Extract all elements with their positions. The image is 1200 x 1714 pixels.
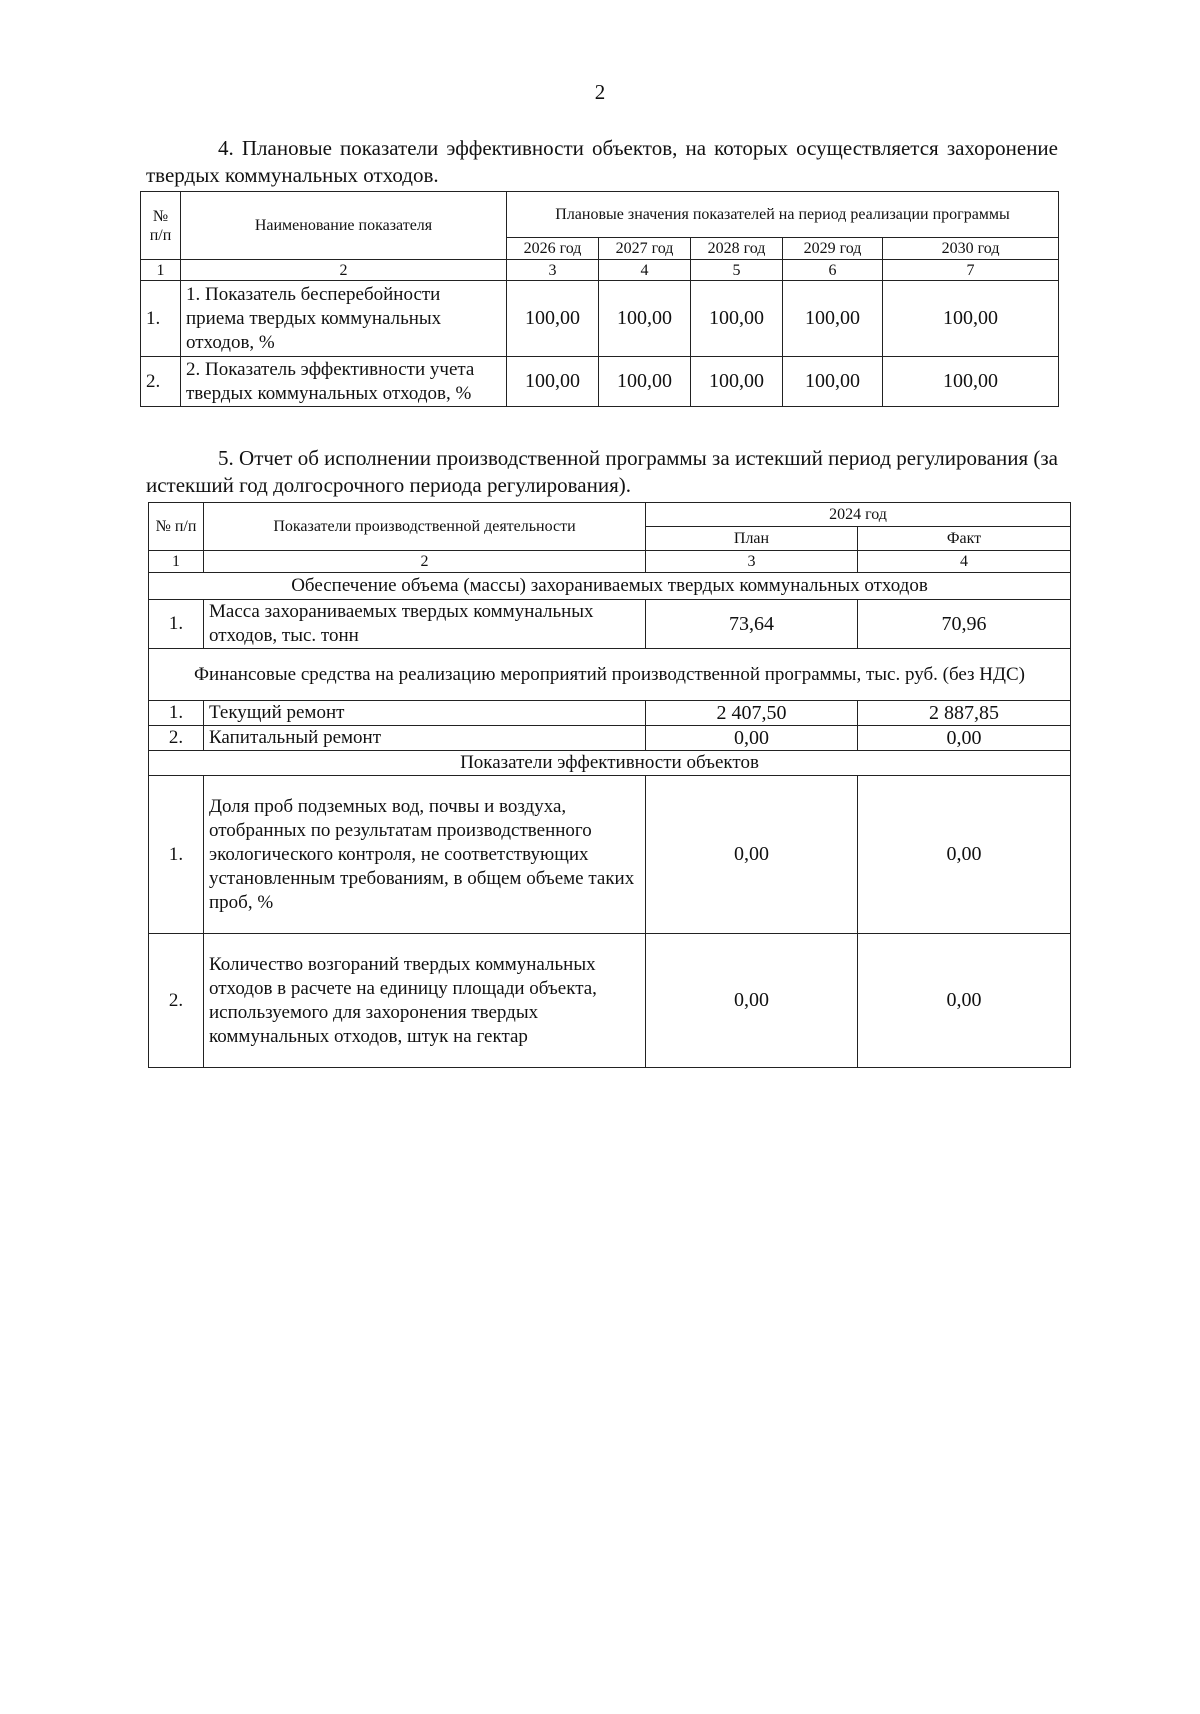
row-number: 1. — [141, 281, 181, 357]
col-header-fact: Факт — [858, 527, 1071, 551]
row-number: 2. — [141, 357, 181, 407]
program-report-table — [148, 502, 1071, 1068]
col-header-name: Наименование показателя — [181, 192, 507, 260]
indicator-name: Доля проб подземных вод, почвы и воздуха, отобранных по результатам производственного экологического контроля, не соответствующих установленным требованиям, в общем объеме таких проб, % — [204, 776, 646, 934]
indicator-name: Капитальный ремонт — [204, 726, 646, 751]
value-cell: 100,00 — [691, 281, 783, 357]
col-number: 7 — [883, 260, 1059, 281]
fact-value: 0,00 — [858, 934, 1071, 1068]
section4-heading-text: 4. Плановые показатели эффективности объектов, на которых осуществляется захоронение твердых коммунальных отходов. — [146, 136, 1058, 187]
fact-value: 2 887,85 — [858, 701, 1071, 726]
table-row — [149, 600, 1071, 649]
col-header-planned-values: Плановые значения показателей на период реализации программы — [507, 192, 1059, 238]
indicator-name: Масса захораниваемых твердых коммунальных отходов, тыс. тонн — [204, 600, 646, 649]
value-cell: 100,00 — [599, 357, 691, 407]
value-cell: 100,00 — [599, 281, 691, 357]
col-number: 2 — [181, 260, 507, 281]
fact-value: 0,00 — [858, 776, 1071, 934]
value-cell: 100,00 — [691, 357, 783, 407]
year-header: 2029 год — [783, 238, 883, 260]
group-title: Финансовые средства на реализацию мероприятий производственной программы, тыс. руб. (без НДС) — [149, 649, 1071, 701]
col-header-no: № п/п — [149, 503, 204, 551]
indicator-name: Текущий ремонт — [204, 701, 646, 726]
indicator-name: Количество возгораний твердых коммунальных отходов в расчете на единицу площади объекта, используемого для захоронения твердых коммунальных отходов, штук на гектар — [204, 934, 646, 1068]
row-number: 2. — [149, 934, 204, 1068]
plan-value: 0,00 — [646, 776, 858, 934]
plan-value: 0,00 — [646, 934, 858, 1068]
section5-heading-text: 5. Отчет об исполнении производственной программы за истекший период регулирования (за истекший год долгосрочного периода регулирования). — [146, 446, 1058, 497]
col-number: 3 — [507, 260, 599, 281]
col-number: 3 — [646, 551, 858, 573]
group-title: Обеспечение объема (массы) захораниваемых твердых коммунальных отходов — [149, 573, 1071, 600]
table-row — [149, 701, 1071, 726]
value-cell: 100,00 — [507, 281, 599, 357]
year-header: 2028 год — [691, 238, 783, 260]
col-header-year: 2024 год — [646, 503, 1071, 527]
table-row — [141, 357, 1059, 407]
value-cell: 100,00 — [507, 357, 599, 407]
col-number: 1 — [149, 551, 204, 573]
group-title: Показатели эффективности объектов — [149, 751, 1071, 776]
page-number: 2 — [594, 80, 606, 104]
plan-value: 73,64 — [646, 600, 858, 649]
row-number: 1. — [149, 701, 204, 726]
table-row — [149, 776, 1071, 934]
year-header: 2027 год — [599, 238, 691, 260]
col-number: 5 — [691, 260, 783, 281]
plan-value: 0,00 — [646, 726, 858, 751]
row-number: 2. — [149, 726, 204, 751]
table-row — [141, 281, 1059, 357]
fact-value: 70,96 — [858, 600, 1071, 649]
plan-value: 2 407,50 — [646, 701, 858, 726]
fact-value: 0,00 — [858, 726, 1071, 751]
section4-heading — [146, 135, 1058, 189]
indicator-name: 2. Показатель эффективности учета твердых коммунальных отходов, % — [181, 357, 507, 407]
col-header-no: № п/п — [141, 192, 181, 260]
col-number: 4 — [858, 551, 1071, 573]
table-row — [149, 726, 1071, 751]
section5-heading — [146, 445, 1058, 499]
planned-indicators-table — [140, 191, 1059, 407]
value-cell: 100,00 — [883, 281, 1059, 357]
table-row — [149, 934, 1071, 1068]
value-cell: 100,00 — [783, 281, 883, 357]
value-cell: 100,00 — [783, 357, 883, 407]
col-header-plan: План — [646, 527, 858, 551]
col-number: 2 — [204, 551, 646, 573]
col-number: 1 — [141, 260, 181, 281]
col-number: 4 — [599, 260, 691, 281]
row-number: 1. — [149, 776, 204, 934]
row-number: 1. — [149, 600, 204, 649]
col-number: 6 — [783, 260, 883, 281]
year-header: 2030 год — [883, 238, 1059, 260]
indicator-name: 1. Показатель бесперебойности приема твердых коммунальных отходов, % — [181, 281, 507, 357]
year-header: 2026 год — [507, 238, 599, 260]
col-header-name: Показатели производственной деятельности — [204, 503, 646, 551]
value-cell: 100,00 — [883, 357, 1059, 407]
